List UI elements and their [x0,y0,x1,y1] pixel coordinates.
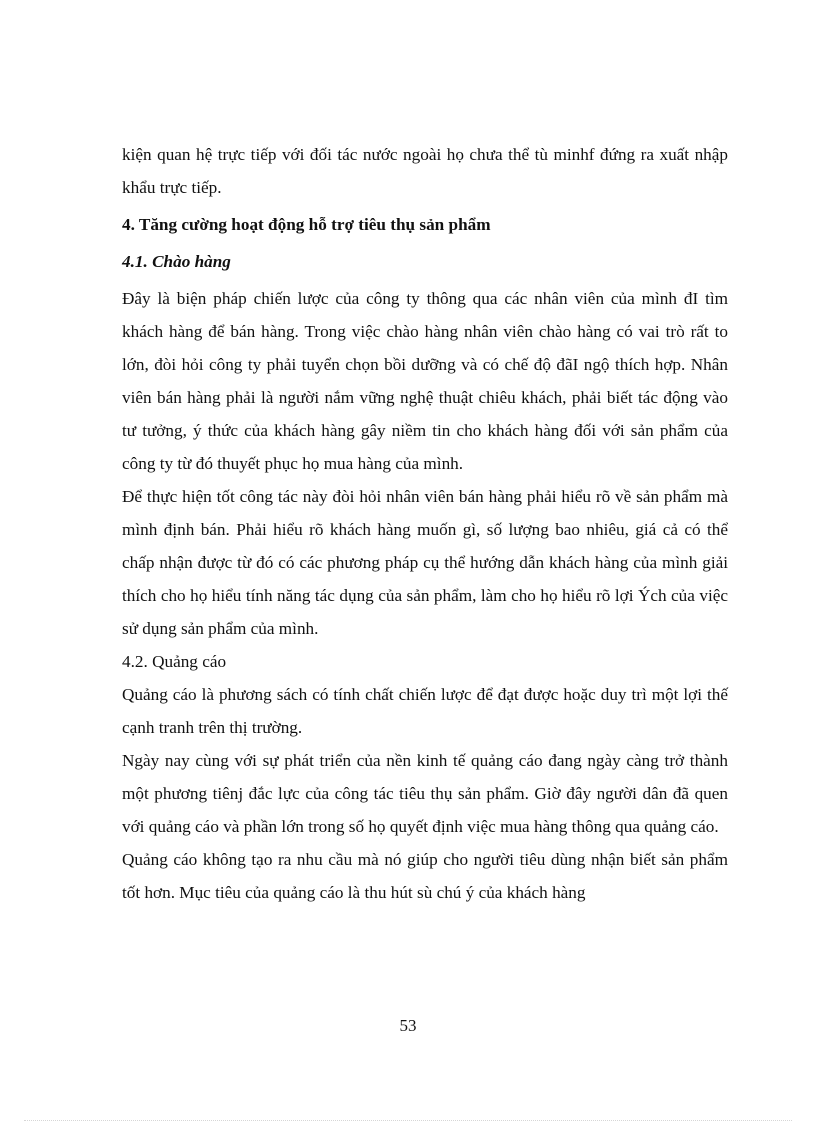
paragraph-quang-cao-3: Quảng cáo không tạo ra nhu cầu mà nó giúp cho người tiêu dùng nhận biết sản phẩm tốt hơn. Mục tiêu của quảng cáo là thu hút sù chú ý của khách hàng [122,850,728,902]
paragraph-quang-cao-2: Ngày nay cùng với sự phát triển của nền kinh tế quảng cáo đang ngày càng trở thành một phương tiênj đắc lực của công tác tiêu thụ sản phẩm. Giờ đây người dân đã quen với quảng cáo và phần lớn trong số họ quyết định việc mua hàng thông qua quảng cáo. [122,751,728,836]
opening-paragraph: kiện quan hệ trực tiếp với đối tác nước ngoài họ chưa thể tù minhf đứng ra xuất nhập khẩu trực tiếp. [122,145,728,197]
section-heading: 4. Tăng cường hoạt động hỗ trợ tiêu thụ sản phẩm [122,215,491,234]
page-bottom-divider [24,1120,792,1121]
subsection-heading-chao-hang: 4.1. Chào hàng [122,252,231,271]
subsection-heading-quang-cao: 4.2. Quảng cáo [122,652,227,671]
paragraph-chao-hang-2: Để thực hiện tốt công tác này đòi hỏi nhân viên bán hàng phải hiểu rõ về sản phẩm mà mình định bán. Phải hiểu rõ khách hàng muốn gì, số lượng bao nhiêu, giá cả có thể chấp nhận được từ đó có các phương pháp cụ thể hướng dẫn khách hàng của mình giải thích cho họ hiểu tính năng tác dụng của sản phẩm, làm cho họ hiểu rõ lợi Ých của việc sử dụng sản phẩm của mình. [122,487,728,638]
document-page [122,138,728,909]
paragraph-quang-cao-1: Quảng cáo là phương sách có tính chất chiến lược để đạt được hoặc duy trì một lợi thế cạnh tranh trên thị trường. [122,685,728,737]
page-number: 53 [399,1016,417,1035]
paragraph-chao-hang-1: Đây là biện pháp chiến lược của công ty thông qua các nhân viên của mình đI tìm khách hàng để bán hàng. Trong việc chào hàng nhân viên chào hàng có vai trò rất to lớn, đòi hỏi công ty phải tuyển chọn bồi dưỡng và có chế độ đãI ngộ thích hợp. Nhân viên bán hàng phải là người nắm vững nghệ thuật chiêu khách, phải biết tác động vào tư tưởng, ý thức của khách hàng gây niềm tin cho khách hàng đối với sản phẩm của công ty từ đó thuyết phục họ mua hàng của mình. [122,289,728,473]
